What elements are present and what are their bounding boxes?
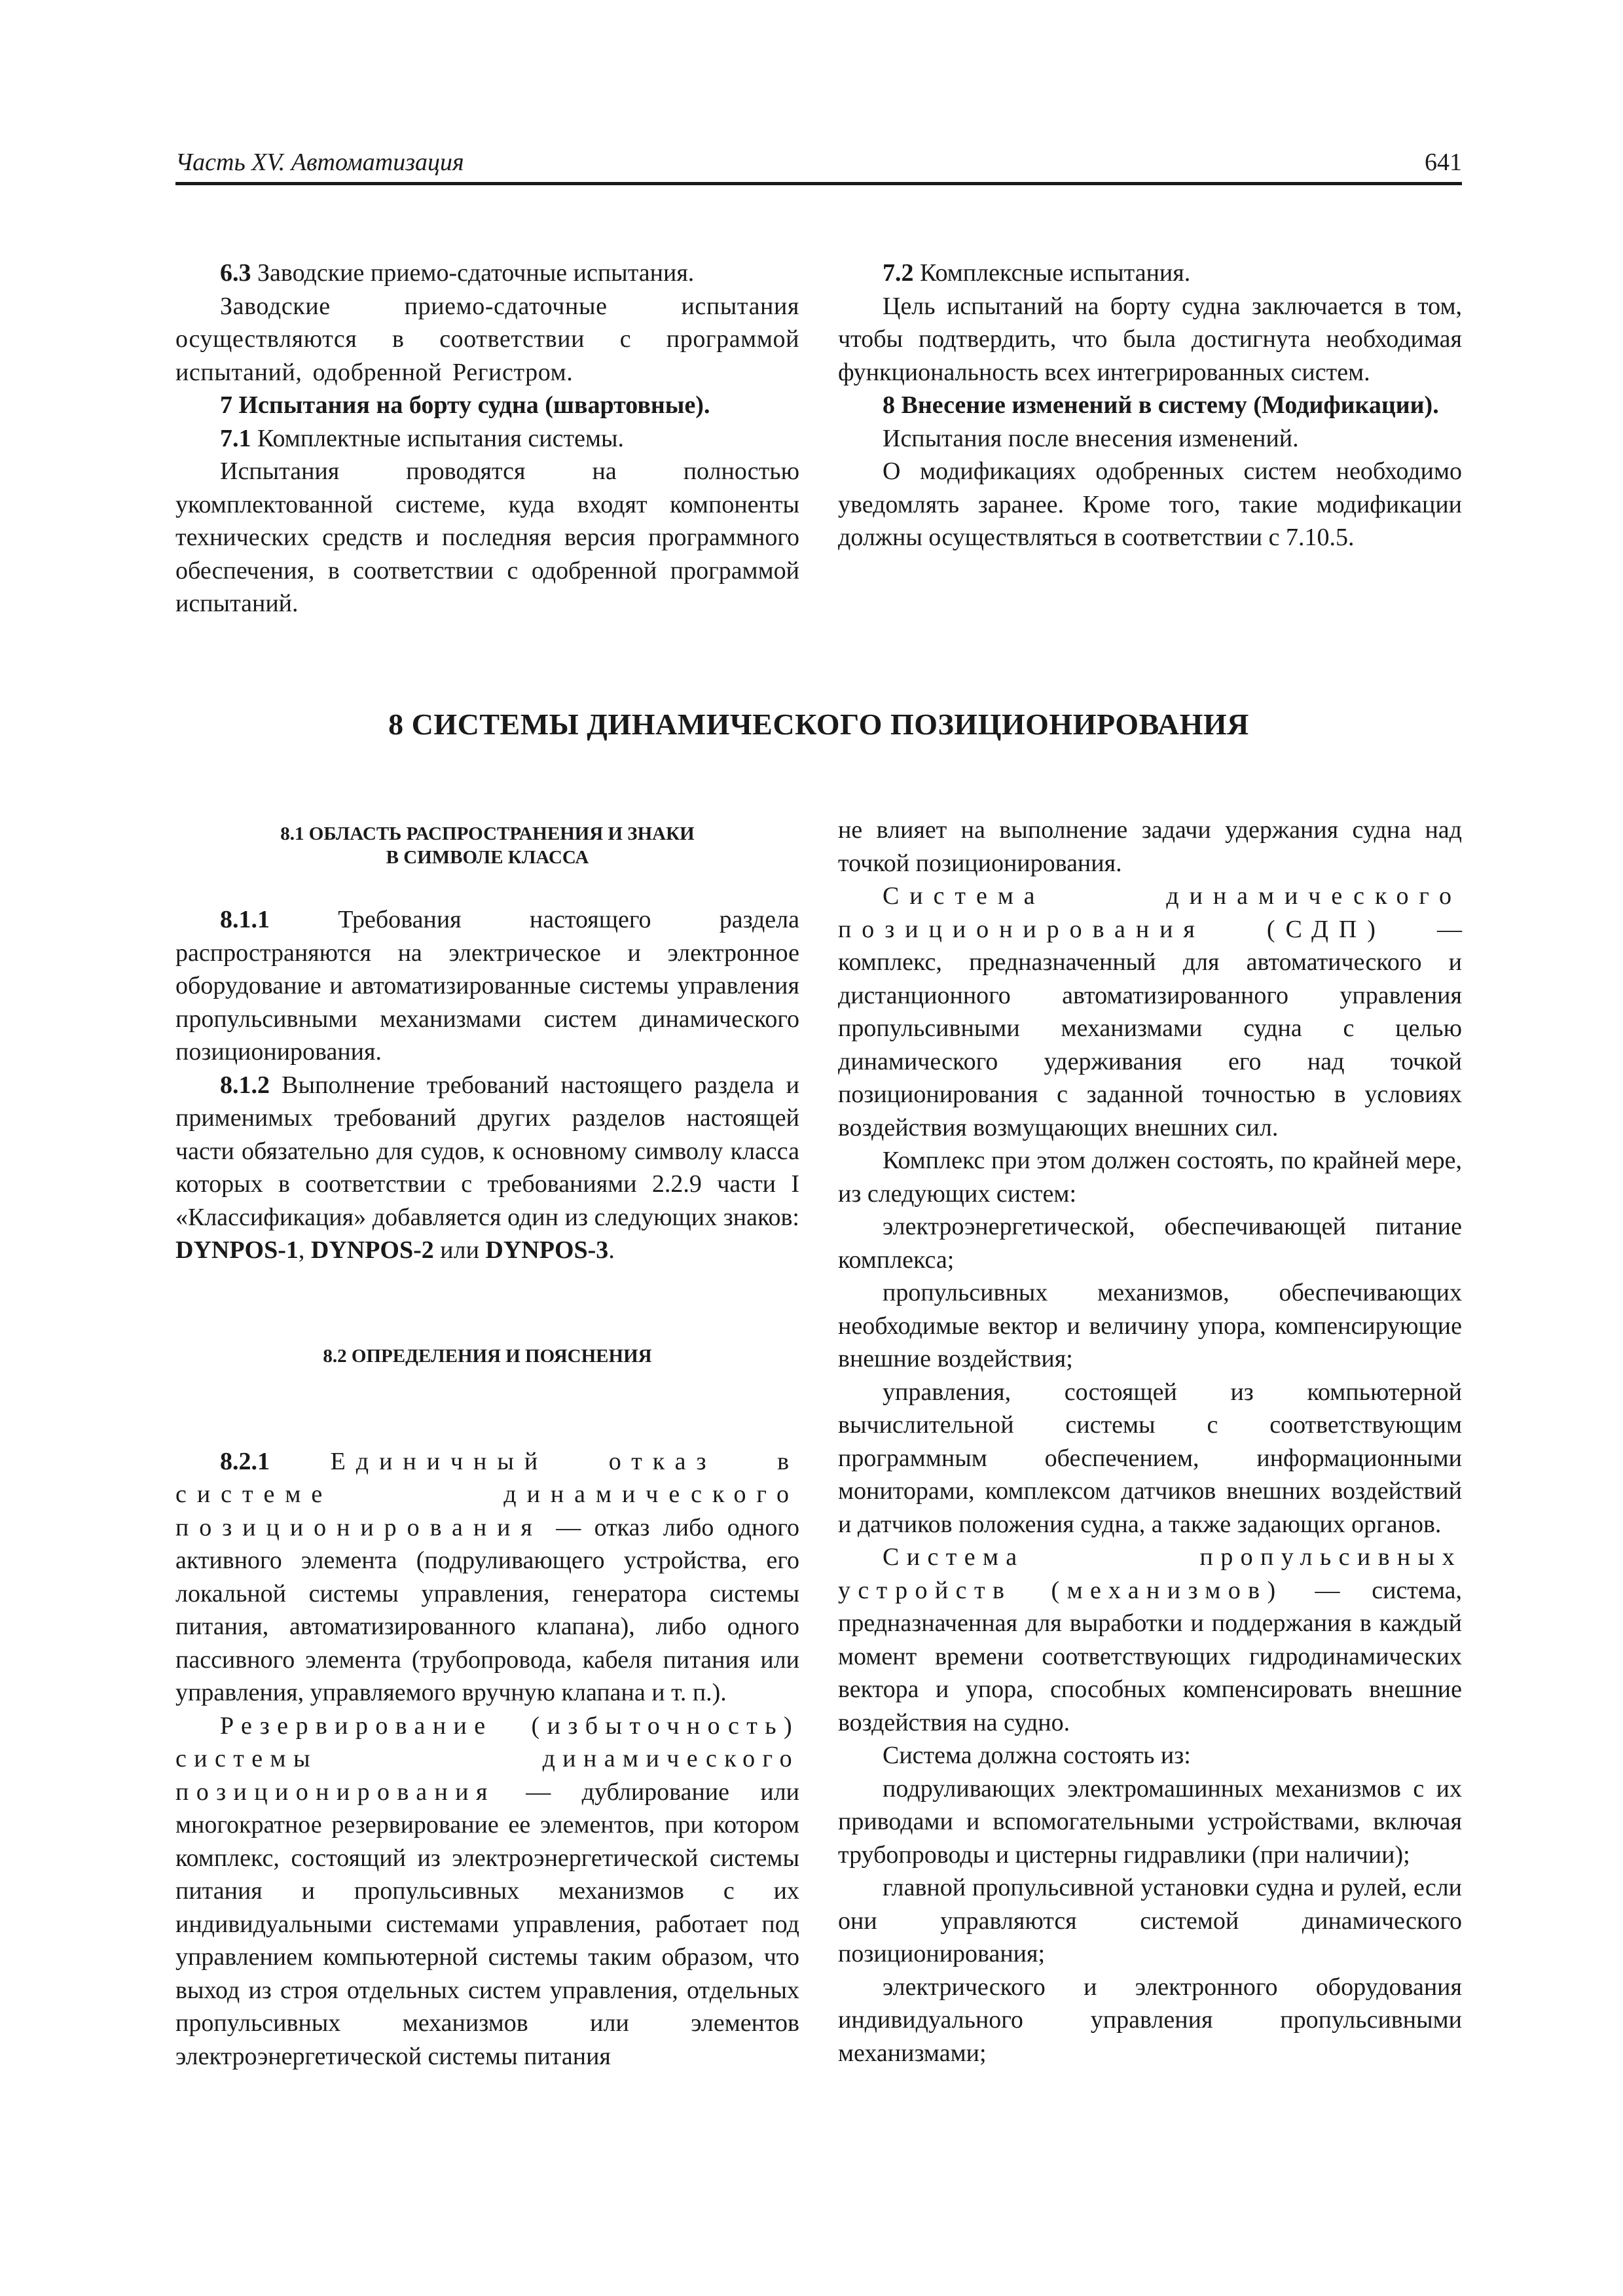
paragraph: Система должна состоять из:	[883, 1742, 1191, 1769]
paragraph-redundancy: Резервирование (избыточность) системы динамического позиционирования — дублирование или многократное резервирование ее элементов, при котором комплекс, состоящий из электроэнергетической системы питания и пропульсивных механизмов с их индивидуальными системами управления, работает под управлением компьютерной системы таким образом, что выход из строя отдельных систем управления, отдельных пропульсивных механизмов или элементов электроэнергетической системы питания	[175, 1712, 799, 2070]
section-number: 8.1.1	[220, 906, 270, 933]
paragraph-8-1-1: 8.1.1 Требования настоящего раздела распространяются на электрическое и электронное оборудование и автоматизированные системы управления пропульсивными механизмами систем динамического позиционирования.	[175, 906, 799, 1066]
section-8-1-heading-line2: В СИМВОЛЕ КЛАССА	[386, 847, 589, 868]
paragraph: Испытания проводятся на полностью укомплектованной системе, куда входят компоненты технических средств и последняя версия программного обеспечения, в соответствии с одобренной программой испытаний.	[175, 457, 799, 617]
page-header	[175, 145, 1462, 185]
list-item: пропульсивных механизмов, обеспечивающих необходимые вектор и величину упора, компенсирующие внешние воздействия;	[838, 1279, 1462, 1372]
chapter-title: 8 СИСТЕМЫ ДИНАМИЧЕСКОГО ПОЗИЦИОНИРОВАНИЯ	[388, 708, 1249, 741]
paragraph-7-2: 7.2 Комплексные испытания.	[883, 259, 1191, 287]
list-item: электрического и электронного оборудования индивидуального управления пропульсивными механизмами;	[838, 1973, 1462, 2067]
paragraph-8-2-1: 8.2.1 Единичный отказ в системе динамического позиционирования — отказ либо одного активного элемента (подруливающего устройства, его локальной системы управления, генератора системы питания, автоматизированного клапана), либо одного пассивного элемента (трубопровода, кабеля питания или управления, управляемого вручную клапана и т. п.).	[175, 1447, 799, 1706]
paragraph-8-1-2: 8.1.2 Выполнение требований настоящего раздела и применимых требований других разделов настоящей части обязательно для судов, к основному символу класса которых в соответствии с требованиями 2.2.9 части I «Классификация» добавляется один из следующих знаков: DYNPOS-1, DYNPOS-2 или DYNPOS-3.	[175, 1071, 799, 1264]
term: Единичный отказ в системе динамического позиционирования	[175, 1447, 799, 1541]
section-number: 6.3	[220, 259, 251, 287]
section-number: 7.1	[220, 424, 251, 452]
paragraph-7-1: 7.1 Комплектные испытания системы.	[220, 424, 625, 452]
heading-7: 7 Испытания на борту судна (швартовные).	[220, 391, 710, 419]
page-number: 641	[1425, 149, 1462, 176]
section-8-2-heading: 8.2 ОПРЕДЕЛЕНИЯ И ПОЯСНЕНИЯ	[323, 1345, 652, 1367]
paragraph: Цель испытаний на борту судна заключается в том, чтобы подтвердить, что была достигнута необходимая функциональность всех интегрированных систем.	[838, 292, 1462, 386]
paragraph: Заводские приемо-сдаточные испытания осуществляются в соответствии с программой испытаний, одобренной Регистром.	[175, 292, 799, 386]
list-item: главной пропульсивной установки судна и рулей, если они управляются системой динамического позиционирования;	[838, 1874, 1462, 1967]
paragraph: Испытания после внесения изменений.	[883, 424, 1299, 452]
section-number: 8.1.2	[220, 1071, 270, 1099]
paragraph: О модификациях одобренных систем необходимо уведомлять заранее. Кроме того, такие модификации должны осуществляться в соответствии с 7.10.5.	[838, 457, 1462, 551]
list-item: электроэнергетической, обеспечивающей питание комплекса;	[838, 1213, 1462, 1274]
list-item: управления, состоящей из компьютерной вычислительной системы с соответствующим программным обеспечением, информационными мониторами, комплексом датчиков внешних воздействий и датчиков положения судна, а также задающих органов.	[838, 1378, 1462, 1538]
paragraph-sdp-definition: Система динамического позиционирования (СДП) — комплекс, предназначенный для автоматического и дистанционного автоматизированного управления пропульсивными механизмами судна с целью динамического удерживания его над точкой позиционирования с заданной точностью в условиях воздействия возмущающих внешних сил.	[838, 882, 1463, 1141]
section-number: 7.2	[883, 259, 914, 287]
paragraph-propulsion-definition: Система пропульсивных устройств (механизмов) — система, предназначенная для выработки и поддержания в каждый момент времени соответствующих гидродинамических вектора и упора, способных компенсировать внешние воздействия на судно.	[838, 1543, 1462, 1736]
section-number: 8.2.1	[220, 1447, 270, 1475]
term: Система динамического позиционирования (СДП)	[838, 882, 1462, 943]
class-mark: DYNPOS-1	[175, 1236, 299, 1264]
class-mark: DYNPOS-3	[485, 1236, 609, 1264]
section-8-1-heading: 8.1 ОБЛАСТЬ РАСПРОСТРАНЕНИЯ И ЗНАКИ	[280, 823, 695, 844]
term: Резервирование (избыточность) системы динамического позиционирования	[175, 1712, 799, 1806]
paragraph-continued: не влияет на выполнение задачи удержания судна над точкой позиционирования.	[838, 816, 1462, 877]
list-item: подруливающих электромашинных механизмов с их приводами и вспомогательными устройствами, включая трубопроводы и цистерны гидравлики (при наличии);	[838, 1774, 1462, 1869]
paragraph: Комплекс при этом должен состоять, по крайней мере, из следующих систем:	[838, 1147, 1462, 1208]
main-left-column	[175, 822, 799, 2073]
term: Система пропульсивных устройств (механизмов)	[838, 1543, 1462, 1604]
top-right-column	[838, 257, 1462, 554]
main-right-column	[838, 814, 1462, 2070]
class-mark: DYNPOS-2	[310, 1236, 434, 1264]
paragraph-6-3: 6.3 Заводские приемо-сдаточные испытания.	[220, 259, 695, 287]
header-title: Часть XV. Автоматизация	[175, 149, 464, 176]
top-left-column	[175, 257, 799, 620]
heading-8: 8 Внесение изменений в систему (Модификации).	[883, 391, 1439, 419]
